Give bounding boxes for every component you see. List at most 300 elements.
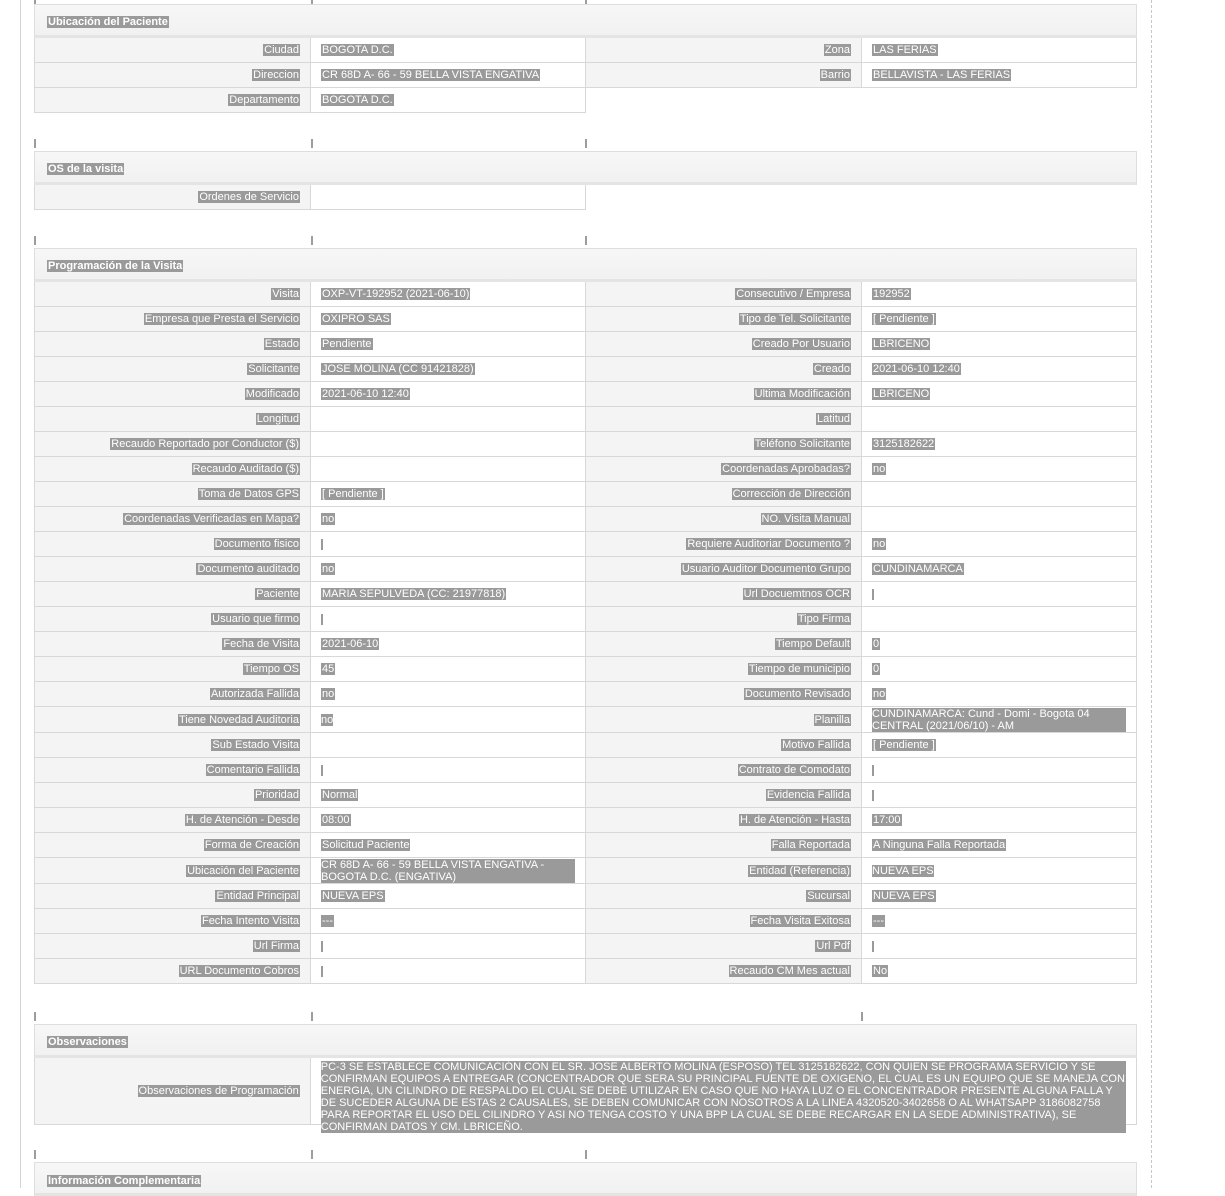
field-label-cell: [586, 909, 862, 934]
field-value-cell: [311, 507, 586, 532]
field-label-cell: [586, 557, 862, 582]
field-row: [34, 858, 1137, 884]
value-autorizada-fallida: no: [322, 688, 335, 700]
field-value-cell: [311, 707, 586, 733]
label-paciente: Paciente: [256, 588, 299, 600]
ubicacion-rows: [34, 38, 1137, 113]
label-correccion-de-direccion: Corrección de Dirección: [732, 488, 850, 500]
label-fecha-visita-exitosa: Fecha Visita Exitosa: [750, 915, 850, 927]
field-value-cell: [862, 332, 1137, 357]
field-label-cell: [586, 733, 862, 758]
label-empresa-que-presta-el-servicio: Empresa que Presta el Servicio: [144, 313, 299, 325]
label-tiempo-default: Tiempo Default: [775, 638, 850, 650]
os-rows: [34, 185, 1137, 210]
label-coordenadas-verificadas-en-mapa: Coordenadas Verificadas en Mapa?: [124, 513, 299, 525]
value-evidencia-fallida-empty-marker: [872, 790, 874, 801]
field-value-cell: [311, 682, 586, 707]
field-label-cell: [35, 407, 311, 432]
section-ubicacion: [34, 4, 1137, 113]
field-value-cell: [311, 185, 586, 210]
field-value-cell: [311, 657, 586, 682]
label-url-pdf: Url Pdf: [816, 940, 850, 952]
label-motivo-fallida: Motivo Fallida: [782, 739, 850, 751]
field-value-cell: [311, 959, 586, 984]
label-planilla: Planilla: [814, 713, 850, 726]
value-tiempo-default: 0: [873, 638, 880, 650]
value-sucursal: NUEVA EPS: [873, 890, 935, 902]
section-header: [34, 1162, 1137, 1196]
field-label-cell: [586, 858, 862, 884]
field-label-cell: [586, 307, 862, 332]
field-label-cell: [35, 185, 311, 210]
field-label: [35, 1058, 311, 1125]
field-label-cell: [35, 657, 311, 682]
value-creado-por-usuario: LBRICENO: [873, 338, 930, 350]
field-value-cell: [862, 733, 1137, 758]
field-label-cell: [35, 858, 311, 884]
field-value-cell: [311, 38, 586, 63]
field-row: [34, 557, 1137, 582]
field-label-cell: [586, 482, 862, 507]
field-row: [34, 432, 1137, 457]
label-url-firma: Url Firma: [253, 940, 299, 952]
field-label-cell: [35, 582, 311, 607]
field-value-cell: [311, 783, 586, 808]
label-evidencia-fallida: Evidencia Fallida: [766, 789, 850, 801]
section-title: Información Complementaria: [48, 1175, 201, 1187]
label-url-documento-cobros: URL Documento Cobros: [179, 965, 299, 977]
section-header: [34, 248, 1137, 282]
field-label-cell: [35, 88, 311, 113]
value-h-de-atencion-hasta: 17:00: [873, 814, 901, 826]
label-tipo-firma: Tipo Firma: [797, 613, 850, 625]
label-h-de-atencion-hasta: H. de Atención - Hasta: [739, 814, 850, 826]
field-label-cell: [586, 934, 862, 959]
field-value-cell: [311, 909, 586, 934]
field-label-cell: [586, 582, 862, 607]
page-right-dashed-border: [1151, 0, 1152, 1188]
observaciones-label: Observaciones de Programación: [138, 1085, 299, 1097]
field-label-cell: [586, 38, 862, 63]
value-fecha-visita-exitosa: ---: [873, 915, 884, 927]
field-value-cell: [311, 833, 586, 858]
label-requiere-auditoriar-documento: Requiere Auditoriar Documento ?: [687, 538, 850, 550]
label-documento-revisado: Documento Revisado: [744, 688, 850, 700]
label-forma-de-creacion: Forma de Creación: [204, 839, 299, 851]
field-value-cell: [862, 682, 1137, 707]
field-value-cell: [862, 632, 1137, 657]
field-label-cell: [35, 783, 311, 808]
field-label-cell: [586, 282, 862, 307]
tick-row: [34, 139, 1137, 149]
field-value-cell: [862, 858, 1137, 884]
field-value-cell: [862, 758, 1137, 783]
field-label-cell: [586, 783, 862, 808]
section-title: Programación de la Visita: [48, 260, 183, 272]
field-row: [34, 457, 1137, 482]
field-label-cell: [35, 707, 311, 733]
field-label-cell: [35, 38, 311, 63]
label-direccion: Direccion: [253, 69, 299, 81]
field-value-cell: [862, 884, 1137, 909]
field-row: [34, 382, 1137, 407]
field-row: [34, 307, 1137, 332]
field-value-cell: [311, 632, 586, 657]
field-label-cell: [586, 407, 862, 432]
field-label-cell: [586, 707, 862, 733]
section-header: [34, 4, 1137, 38]
field-value-cell: [862, 707, 1137, 733]
value-fecha-de-visita: 2021-06-10: [322, 638, 379, 650]
label-url-docuemtnos-ocr: Url Docuemtnos OCR: [743, 588, 850, 600]
section-title: Observaciones: [48, 1036, 127, 1048]
tick-row: [34, 1012, 1137, 1022]
field-label-cell: [586, 63, 862, 88]
value-consecutivo-empresa: 192952: [873, 288, 910, 300]
field-label-cell: [586, 632, 862, 657]
field-row: [34, 532, 1137, 557]
field-label-cell: [35, 382, 311, 407]
label-no-visita-manual: NO. Visita Manual: [761, 513, 850, 525]
field-value-cell: [862, 407, 1137, 432]
label-longitud: Longitud: [256, 413, 299, 425]
field-label-cell: [35, 808, 311, 833]
value-ubicacion-del-paciente: CR 68D A- 66 - 59 BELLA VISTA ENGATIVA - BOGOTA D.C. (ENGATIVA): [321, 859, 575, 883]
label-fecha-intento-visita: Fecha Intento Visita: [201, 915, 299, 927]
field-value-cell: [862, 457, 1137, 482]
field-row: [34, 582, 1137, 607]
field-label-cell: [35, 682, 311, 707]
value-coordenadas-aprobadas: no: [873, 463, 886, 475]
field-row: [34, 884, 1137, 909]
field-value-cell: [311, 382, 586, 407]
label-modificado: Modificado: [245, 388, 299, 400]
value-entidad-referencia: NUEVA EPS: [872, 864, 934, 877]
field-label-cell: [35, 532, 311, 557]
value-estado: Pendiente: [322, 338, 372, 350]
field-label-cell: [35, 909, 311, 934]
label-contrato-de-comodato: Contrato de Comodato: [738, 764, 850, 776]
field-value-cell: [862, 63, 1137, 88]
label-tipo-de-tel-solicitante: Tipo de Tel. Solicitante: [739, 313, 850, 325]
field-row: [34, 88, 1137, 113]
label-recaudo-auditado: Recaudo Auditado ($): [192, 463, 299, 475]
label-tiene-novedad-auditoria: Tiene Novedad Auditoria: [178, 713, 299, 726]
value-motivo-fallida: [ Pendiente ]: [873, 739, 935, 751]
field-label-cell: [35, 884, 311, 909]
field-label-cell: [35, 482, 311, 507]
field-label-cell: [35, 959, 311, 984]
value-url-firma-empty-marker: [321, 941, 323, 952]
value-url-documento-cobros-empty-marker: [321, 966, 323, 977]
label-ultima-modificacion: Ultima Modificación: [754, 388, 850, 400]
field-label-cell: [35, 63, 311, 88]
label-recaudo-reportado-por-conductor: Recaudo Reportado por Conductor ($): [111, 438, 299, 450]
field-value-cell: [862, 507, 1137, 532]
field-value: [311, 1058, 1137, 1133]
field-value-cell: [311, 332, 586, 357]
field-label-cell: [586, 432, 862, 457]
field-label-cell: [35, 758, 311, 783]
field-label-cell: [586, 507, 862, 532]
field-row: [34, 758, 1137, 783]
page-left-border: [20, 0, 21, 1188]
label-documento-fisico: Documento fisico: [214, 538, 299, 550]
value-forma-de-creacion: Solicitud Paciente: [322, 839, 410, 851]
field-label-cell: [586, 532, 862, 557]
field-value-cell: [311, 582, 586, 607]
tick-row: [34, 1150, 1137, 1160]
field-value-cell: [862, 382, 1137, 407]
label-coordenadas-aprobadas: Coordenadas Aprobadas?: [722, 463, 850, 475]
field-row: [34, 63, 1137, 88]
section-title: Ubicación del Paciente: [48, 16, 168, 28]
section-title: OS de la visita: [48, 163, 124, 175]
value-url-docuemtnos-ocr-empty-marker: [872, 589, 874, 600]
label-fecha-de-visita: Fecha de Visita: [223, 638, 299, 650]
value-ultima-modificacion: LBRICENO: [873, 388, 930, 400]
field-row: [34, 332, 1137, 357]
field-row: [34, 682, 1137, 707]
field-value-cell: [862, 582, 1137, 607]
field-label-cell: [586, 607, 862, 632]
observaciones-text: PC-3 SE ESTABLECE COMUNICACIÓN CON EL SR. JOSE ALBERTO MOLINA (ESPOSO) TEL 3125182622, CON QUIEN SE PROGRAMA SERVICIO Y SE CONFIRMAN EQUIPOS A ENTREGAR (CONCENTRADOR QUE SERA SU PRINCIPAL FUENTE DE OXIGENO, EL CUAL ES UN EQUIPO QUE SE MANEJA CON ENERGIA, UN CILINDRO DE RESPALDO EL CUAL SE DEBE UTILIZAR EN CASO QUE NO HAYA LUZ O EL CONCENTRADOR PRESENTE ALGUNA FALLA Y DE SUCEDER ALGUNA DE ESTAS 2 CAUSALES, SE DEBEN COMUNICAR CON NOSOTROS A LA LINEA 4320520-3402658 O AL WHATSAPP 3186082758 PARA REPORTAR EL USO DEL CILINDRO Y ASI NO TENGA COSTO Y UNA BPP LA CUAL SE DEBE RECARGAR EN LA SEDE ADMINISTRATIVA), SE CONFIRMAN DATOS Y CM. LBRICEÑO.: [320, 1061, 1125, 1133]
label-tiempo-de-municipio: Tiempo de municipio: [748, 663, 850, 675]
value-fecha-intento-visita: ---: [322, 915, 333, 927]
field-label-cell: [35, 607, 311, 632]
label-usuario-auditor-documento-grupo: Usuario Auditor Documento Grupo: [681, 563, 850, 575]
value-documento-revisado: no: [873, 688, 886, 700]
field-label-cell: [35, 934, 311, 959]
field-value-cell: [862, 482, 1137, 507]
field-value-cell: [311, 432, 586, 457]
section-complementaria: [34, 1162, 1137, 1196]
value-documento-auditado: no: [322, 563, 335, 575]
field-row: [34, 783, 1137, 808]
field-label-cell: [35, 332, 311, 357]
field-row: [34, 357, 1137, 382]
value-prioridad: Normal: [322, 789, 358, 801]
value-tipo-de-tel-solicitante: [ Pendiente ]: [873, 313, 935, 325]
value-toma-de-datos-gps: [ Pendiente ]: [322, 488, 384, 500]
field-value-cell: [311, 407, 586, 432]
field-label-cell: [35, 557, 311, 582]
field-value-cell: [311, 934, 586, 959]
field-row: [34, 707, 1137, 733]
tick-row: [34, 236, 1137, 246]
field-label-cell: [35, 632, 311, 657]
label-tiempo-os: Tiempo OS: [243, 663, 299, 675]
field-label-cell: [35, 282, 311, 307]
field-value-cell: [311, 758, 586, 783]
section-programacion: [34, 248, 1137, 984]
value-tiempo-os: 45: [322, 663, 335, 675]
field-value-cell: [311, 357, 586, 382]
value-telefono-solicitante: 3125182622: [873, 438, 935, 450]
label-sucursal: Sucursal: [807, 890, 850, 902]
value-usuario-que-firmo-empty-marker: [321, 614, 323, 625]
field-value-cell: [311, 884, 586, 909]
field-value-cell: [311, 733, 586, 758]
field-row: [34, 934, 1137, 959]
value-departamento: BOGOTA D.C.: [322, 94, 393, 106]
value-paciente: MARIA SEPULVEDA (CC: 21977818): [322, 588, 506, 600]
section-header: [34, 1024, 1137, 1058]
field-value-cell: [311, 88, 586, 113]
value-falla-reportada: A Ninguna Falla Reportada: [873, 839, 1006, 851]
section-os: [34, 151, 1137, 210]
field-label-cell: [586, 682, 862, 707]
value-documento-fisico-empty-marker: [321, 539, 323, 550]
field-row: [34, 38, 1137, 63]
label-ubicacion-del-paciente: Ubicación del Paciente: [187, 864, 299, 877]
field-value-cell: [311, 307, 586, 332]
label-solicitante: Solicitante: [248, 363, 299, 375]
value-entidad-principal: NUEVA EPS: [322, 890, 384, 902]
label-documento-auditado: Documento auditado: [197, 563, 299, 575]
value-tiene-novedad-auditoria: no: [321, 713, 334, 726]
field-value-cell: [862, 38, 1137, 63]
value-url-pdf-empty-marker: [872, 941, 874, 952]
field-row: [34, 482, 1137, 507]
value-requiere-auditoriar-documento: no: [873, 538, 886, 550]
label-recaudo-cm-mes-actual: Recaudo CM Mes actual: [729, 965, 850, 977]
field-label-cell: [35, 833, 311, 858]
value-usuario-auditor-documento-grupo: CUNDINAMARCA: [873, 563, 963, 575]
field-row: [34, 657, 1137, 682]
field-row: [34, 733, 1137, 758]
field-value-cell: [862, 557, 1137, 582]
field-value-cell: [311, 282, 586, 307]
label-autorizada-fallida: Autorizada Fallida: [210, 688, 299, 700]
value-tiempo-de-municipio: 0: [873, 663, 880, 675]
field-value-cell: [862, 307, 1137, 332]
label-sub-estado-visita: Sub Estado Visita: [212, 739, 299, 751]
field-value-cell: [311, 858, 586, 884]
value-contrato-de-comodato-empty-marker: [872, 765, 874, 776]
field-label-cell: [586, 357, 862, 382]
field-value-cell: [311, 532, 586, 557]
label-ordenes-de-servicio: Ordenes de Servicio: [199, 191, 299, 203]
label-comentario-fallida: Comentario Fallida: [206, 764, 299, 776]
label-falla-reportada: Falla Reportada: [771, 839, 850, 851]
value-ciudad: BOGOTA D.C.: [322, 44, 393, 56]
field-row: [34, 808, 1137, 833]
value-recaudo-cm-mes-actual: No: [873, 965, 888, 977]
label-latitud: Latitud: [816, 413, 850, 425]
label-prioridad: Prioridad: [254, 789, 299, 801]
field-label-cell: [586, 657, 862, 682]
label-creado: Creado: [813, 363, 850, 375]
field-label-cell: [586, 332, 862, 357]
label-consecutivo-empresa: Consecutivo / Empresa: [736, 288, 850, 300]
value-comentario-fallida-empty-marker: [321, 765, 323, 776]
field-row: [34, 407, 1137, 432]
field-row: [34, 282, 1137, 307]
label-estado: Estado: [264, 338, 299, 350]
field-value-cell: [862, 808, 1137, 833]
value-empresa-que-presta-el-servicio: OXIPRO SAS: [322, 313, 390, 325]
field-value-cell: [862, 934, 1137, 959]
label-toma-de-datos-gps: Toma de Datos GPS: [198, 488, 299, 500]
value-solicitante: JOSE MOLINA (CC 91421828): [322, 363, 474, 375]
label-ciudad: Ciudad: [264, 44, 299, 56]
label-usuario-que-firmo: Usuario que firmo: [212, 613, 299, 625]
field-label-cell: [586, 382, 862, 407]
field-value-cell: [311, 607, 586, 632]
value-visita: OXP-VT-192952 (2021-06-10): [322, 288, 470, 300]
field-label-cell: [586, 833, 862, 858]
observaciones-row: [34, 1058, 1137, 1133]
field-label-cell: [35, 357, 311, 382]
field-value-cell: [862, 657, 1137, 682]
value-h-de-atencion-desde: 08:00: [322, 814, 350, 826]
value-modificado: 2021-06-10 12:40: [322, 388, 409, 400]
field-value-cell: [311, 808, 586, 833]
field-value-cell: [311, 457, 586, 482]
field-row: [34, 909, 1137, 934]
field-label-cell: [35, 457, 311, 482]
label-telefono-solicitante: Teléfono Solicitante: [754, 438, 850, 450]
field-row: [34, 185, 1137, 210]
field-value-cell: [862, 282, 1137, 307]
field-label-cell: [35, 432, 311, 457]
field-label-cell: [586, 959, 862, 984]
field-label-cell: [35, 507, 311, 532]
section-header: [34, 151, 1137, 185]
field-value-cell: [862, 783, 1137, 808]
label-departamento: Departamento: [229, 94, 299, 106]
field-label-cell: [35, 307, 311, 332]
label-entidad-referencia: Entidad (Referencia): [749, 864, 850, 877]
field-value-cell: [862, 432, 1137, 457]
label-entidad-principal: Entidad Principal: [216, 890, 299, 902]
field-value-cell: [862, 909, 1137, 934]
field-value-cell: [862, 357, 1137, 382]
field-value-cell: [311, 63, 586, 88]
label-h-de-atencion-desde: H. de Atención - Desde: [185, 814, 299, 826]
value-creado: 2021-06-10 12:40: [873, 363, 960, 375]
field-value-cell: [311, 557, 586, 582]
label-visita: Visita: [272, 288, 299, 300]
field-label-cell: [586, 758, 862, 783]
label-zona: Zona: [824, 44, 850, 56]
section-observaciones: [34, 1024, 1137, 1133]
field-row: [34, 632, 1137, 657]
field-row: [34, 607, 1137, 632]
value-planilla: CUNDINAMARCA: Cund - Domi - Bogota 04 CENTRAL (2021/06/10) - AM: [872, 708, 1126, 732]
field-label-cell: [35, 733, 311, 758]
label-barrio: Barrio: [820, 69, 850, 81]
field-value-cell: [311, 482, 586, 507]
programacion-rows: [34, 282, 1137, 984]
value-coordenadas-verificadas-en-mapa: no: [322, 513, 335, 525]
field-value-cell: [862, 959, 1137, 984]
value-barrio: BELLAVISTA - LAS FERIAS: [873, 69, 1011, 81]
field-value-cell: [862, 833, 1137, 858]
value-direccion: CR 68D A- 66 - 59 BELLA VISTA ENGATIVA: [322, 69, 540, 81]
value-zona: LAS FERIAS: [873, 44, 937, 56]
field-label-cell: [586, 808, 862, 833]
field-row: [34, 507, 1137, 532]
field-row: [34, 833, 1137, 858]
label-creado-por-usuario: Creado Por Usuario: [752, 338, 850, 350]
field-label-cell: [586, 884, 862, 909]
field-value-cell: [862, 532, 1137, 557]
field-label-cell: [586, 457, 862, 482]
field-value-cell: [862, 607, 1137, 632]
field-row: [34, 959, 1137, 984]
